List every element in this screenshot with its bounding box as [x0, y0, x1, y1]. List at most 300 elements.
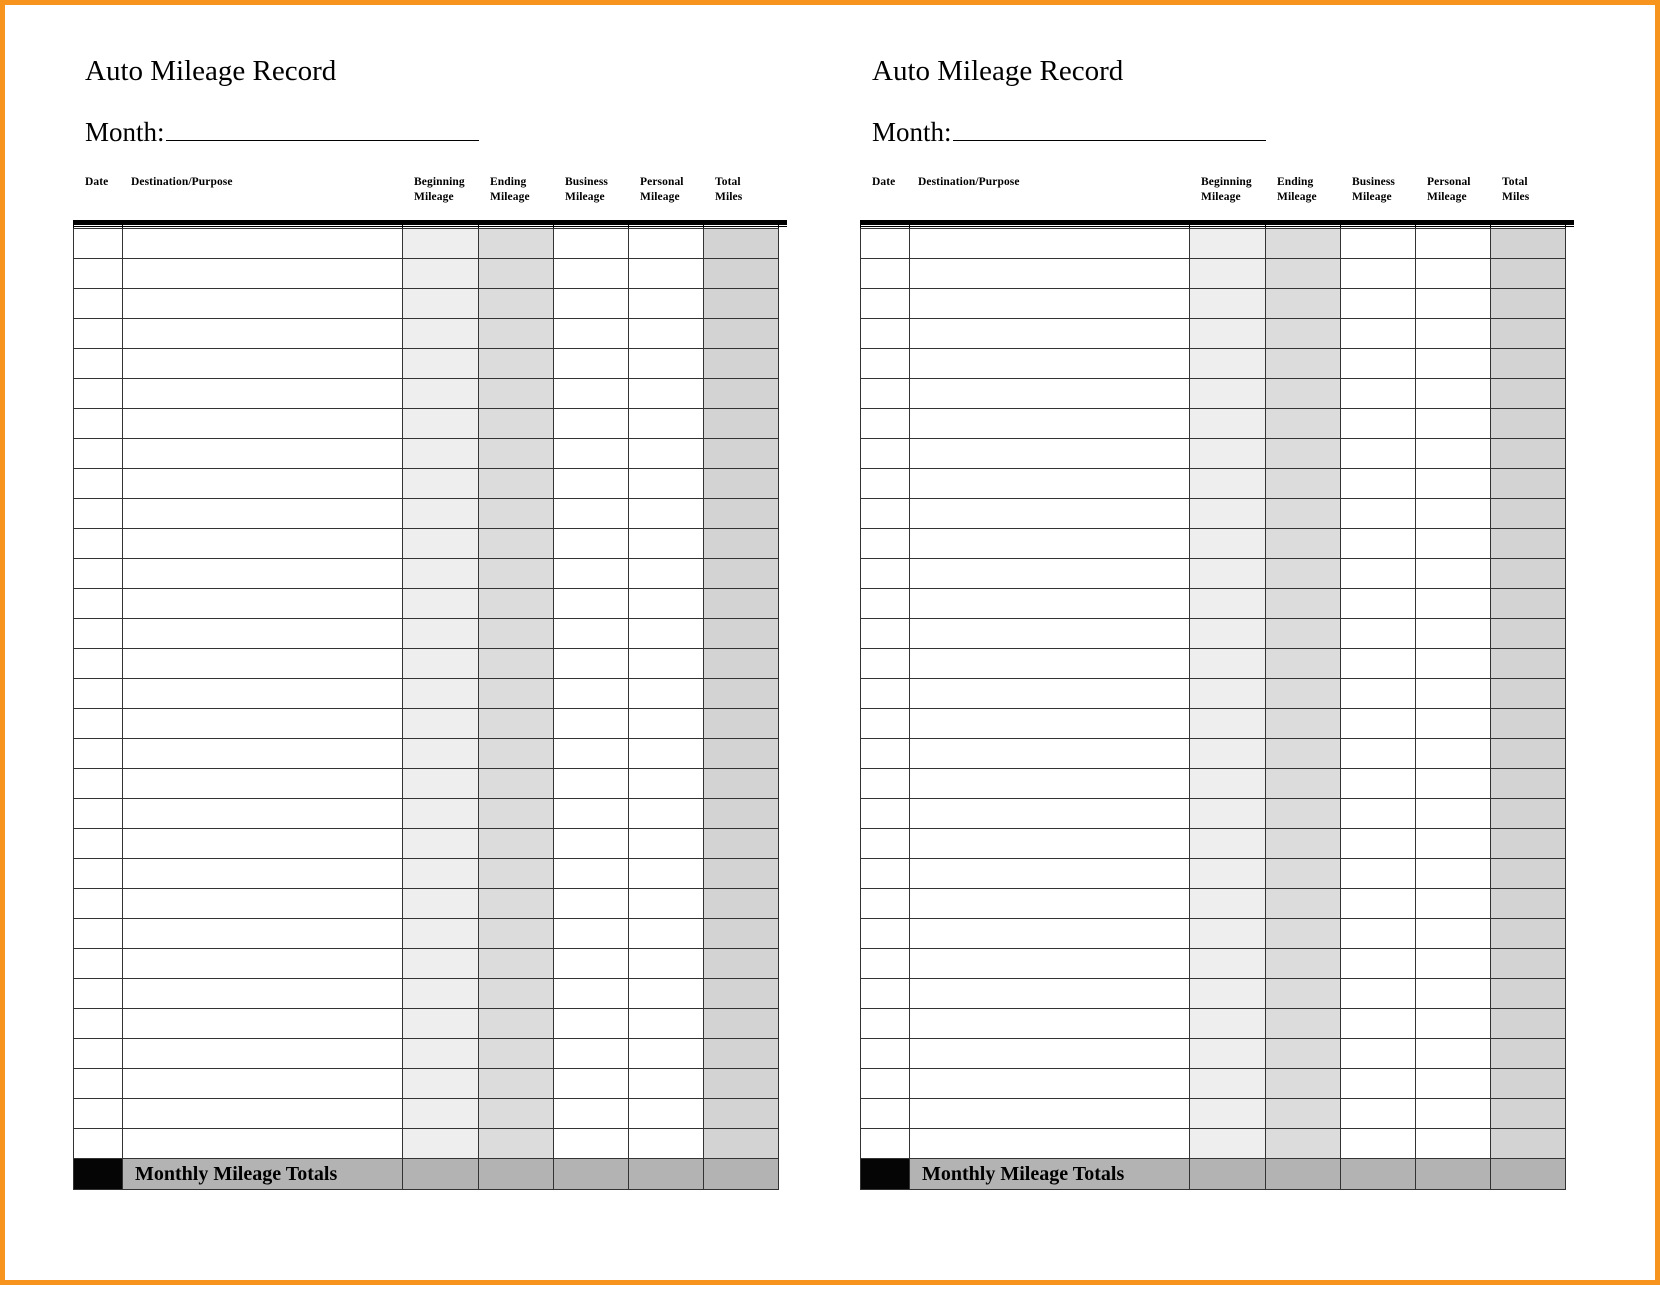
- totals-ending-cell[interactable]: [1266, 1159, 1341, 1190]
- ending-mileage-cell[interactable]: [479, 469, 554, 499]
- business-mileage-cell[interactable]: [1341, 649, 1416, 679]
- beginning-mileage-cell[interactable]: [403, 679, 479, 709]
- business-mileage-cell[interactable]: [554, 799, 629, 829]
- beginning-mileage-cell[interactable]: [1190, 799, 1266, 829]
- business-mileage-cell[interactable]: [1341, 1129, 1416, 1159]
- date-cell[interactable]: [74, 289, 123, 319]
- business-mileage-cell[interactable]: [554, 499, 629, 529]
- beginning-mileage-cell[interactable]: [1190, 289, 1266, 319]
- business-mileage-cell[interactable]: [1341, 529, 1416, 559]
- total-miles-cell[interactable]: [1491, 1009, 1566, 1039]
- business-mileage-cell[interactable]: [1341, 1069, 1416, 1099]
- destination-cell[interactable]: [123, 769, 403, 799]
- date-cell[interactable]: [74, 589, 123, 619]
- ending-mileage-cell[interactable]: [479, 649, 554, 679]
- total-miles-cell[interactable]: [704, 289, 779, 319]
- destination-cell[interactable]: [910, 709, 1190, 739]
- date-cell[interactable]: [74, 889, 123, 919]
- destination-cell[interactable]: [910, 649, 1190, 679]
- destination-cell[interactable]: [123, 979, 403, 1009]
- ending-mileage-cell[interactable]: [1266, 799, 1341, 829]
- ending-mileage-cell[interactable]: [1266, 949, 1341, 979]
- month-blank-line[interactable]: [953, 114, 1266, 141]
- total-miles-cell[interactable]: [704, 679, 779, 709]
- business-mileage-cell[interactable]: [1341, 559, 1416, 589]
- ending-mileage-cell[interactable]: [479, 919, 554, 949]
- personal-mileage-cell[interactable]: [1416, 409, 1491, 439]
- ending-mileage-cell[interactable]: [479, 739, 554, 769]
- ending-mileage-cell[interactable]: [479, 619, 554, 649]
- date-cell[interactable]: [74, 259, 123, 289]
- personal-mileage-cell[interactable]: [1416, 589, 1491, 619]
- personal-mileage-cell[interactable]: [1416, 1009, 1491, 1039]
- date-cell[interactable]: [74, 319, 123, 349]
- business-mileage-cell[interactable]: [554, 1099, 629, 1129]
- personal-mileage-cell[interactable]: [629, 349, 704, 379]
- beginning-mileage-cell[interactable]: [403, 919, 479, 949]
- business-mileage-cell[interactable]: [554, 649, 629, 679]
- business-mileage-cell[interactable]: [554, 679, 629, 709]
- total-miles-cell[interactable]: [704, 979, 779, 1009]
- date-cell[interactable]: [74, 409, 123, 439]
- total-miles-cell[interactable]: [1491, 319, 1566, 349]
- date-cell[interactable]: [74, 1039, 123, 1069]
- ending-mileage-cell[interactable]: [479, 559, 554, 589]
- ending-mileage-cell[interactable]: [1266, 499, 1341, 529]
- date-cell[interactable]: [861, 859, 910, 889]
- destination-cell[interactable]: [123, 469, 403, 499]
- beginning-mileage-cell[interactable]: [1190, 559, 1266, 589]
- total-miles-cell[interactable]: [1491, 349, 1566, 379]
- personal-mileage-cell[interactable]: [629, 289, 704, 319]
- total-miles-cell[interactable]: [1491, 919, 1566, 949]
- date-cell[interactable]: [74, 529, 123, 559]
- business-mileage-cell[interactable]: [554, 859, 629, 889]
- destination-cell[interactable]: [123, 799, 403, 829]
- beginning-mileage-cell[interactable]: [1190, 919, 1266, 949]
- beginning-mileage-cell[interactable]: [1190, 1129, 1266, 1159]
- business-mileage-cell[interactable]: [554, 979, 629, 1009]
- destination-cell[interactable]: [123, 1039, 403, 1069]
- ending-mileage-cell[interactable]: [479, 829, 554, 859]
- ending-mileage-cell[interactable]: [1266, 1099, 1341, 1129]
- beginning-mileage-cell[interactable]: [1190, 1009, 1266, 1039]
- destination-cell[interactable]: [910, 619, 1190, 649]
- beginning-mileage-cell[interactable]: [403, 799, 479, 829]
- total-miles-cell[interactable]: [704, 259, 779, 289]
- business-mileage-cell[interactable]: [554, 949, 629, 979]
- beginning-mileage-cell[interactable]: [1190, 319, 1266, 349]
- beginning-mileage-cell[interactable]: [403, 289, 479, 319]
- ending-mileage-cell[interactable]: [1266, 1009, 1341, 1039]
- total-miles-cell[interactable]: [704, 799, 779, 829]
- ending-mileage-cell[interactable]: [479, 439, 554, 469]
- total-miles-cell[interactable]: [1491, 649, 1566, 679]
- totals-personal-cell[interactable]: [1416, 1159, 1491, 1190]
- business-mileage-cell[interactable]: [554, 1129, 629, 1159]
- business-mileage-cell[interactable]: [554, 919, 629, 949]
- date-cell[interactable]: [74, 979, 123, 1009]
- business-mileage-cell[interactable]: [554, 229, 629, 259]
- destination-cell[interactable]: [123, 859, 403, 889]
- ending-mileage-cell[interactable]: [479, 1039, 554, 1069]
- personal-mileage-cell[interactable]: [629, 889, 704, 919]
- date-cell[interactable]: [74, 859, 123, 889]
- ending-mileage-cell[interactable]: [1266, 379, 1341, 409]
- personal-mileage-cell[interactable]: [629, 559, 704, 589]
- totals-business-cell[interactable]: [1341, 1159, 1416, 1190]
- ending-mileage-cell[interactable]: [479, 349, 554, 379]
- total-miles-cell[interactable]: [704, 409, 779, 439]
- personal-mileage-cell[interactable]: [1416, 319, 1491, 349]
- ending-mileage-cell[interactable]: [1266, 769, 1341, 799]
- beginning-mileage-cell[interactable]: [1190, 979, 1266, 1009]
- personal-mileage-cell[interactable]: [1416, 1039, 1491, 1069]
- total-miles-cell[interactable]: [1491, 559, 1566, 589]
- total-miles-cell[interactable]: [704, 1039, 779, 1069]
- personal-mileage-cell[interactable]: [1416, 1069, 1491, 1099]
- destination-cell[interactable]: [910, 229, 1190, 259]
- beginning-mileage-cell[interactable]: [1190, 829, 1266, 859]
- ending-mileage-cell[interactable]: [479, 379, 554, 409]
- business-mileage-cell[interactable]: [1341, 859, 1416, 889]
- total-miles-cell[interactable]: [704, 1129, 779, 1159]
- destination-cell[interactable]: [123, 649, 403, 679]
- total-miles-cell[interactable]: [704, 769, 779, 799]
- personal-mileage-cell[interactable]: [629, 1129, 704, 1159]
- date-cell[interactable]: [74, 949, 123, 979]
- ending-mileage-cell[interactable]: [479, 769, 554, 799]
- personal-mileage-cell[interactable]: [629, 859, 704, 889]
- total-miles-cell[interactable]: [1491, 469, 1566, 499]
- destination-cell[interactable]: [123, 529, 403, 559]
- ending-mileage-cell[interactable]: [479, 229, 554, 259]
- date-cell[interactable]: [74, 1069, 123, 1099]
- ending-mileage-cell[interactable]: [1266, 859, 1341, 889]
- totals-total-cell[interactable]: [704, 1159, 779, 1190]
- beginning-mileage-cell[interactable]: [403, 259, 479, 289]
- destination-cell[interactable]: [123, 379, 403, 409]
- total-miles-cell[interactable]: [1491, 679, 1566, 709]
- total-miles-cell[interactable]: [1491, 859, 1566, 889]
- beginning-mileage-cell[interactable]: [403, 619, 479, 649]
- total-miles-cell[interactable]: [704, 349, 779, 379]
- personal-mileage-cell[interactable]: [1416, 289, 1491, 319]
- totals-ending-cell[interactable]: [479, 1159, 554, 1190]
- beginning-mileage-cell[interactable]: [1190, 589, 1266, 619]
- beginning-mileage-cell[interactable]: [403, 319, 479, 349]
- date-cell[interactable]: [861, 379, 910, 409]
- beginning-mileage-cell[interactable]: [403, 469, 479, 499]
- personal-mileage-cell[interactable]: [1416, 1099, 1491, 1129]
- destination-cell[interactable]: [123, 559, 403, 589]
- date-cell[interactable]: [861, 529, 910, 559]
- date-cell[interactable]: [74, 439, 123, 469]
- destination-cell[interactable]: [123, 889, 403, 919]
- business-mileage-cell[interactable]: [1341, 409, 1416, 439]
- personal-mileage-cell[interactable]: [1416, 469, 1491, 499]
- personal-mileage-cell[interactable]: [629, 919, 704, 949]
- total-miles-cell[interactable]: [1491, 709, 1566, 739]
- business-mileage-cell[interactable]: [1341, 949, 1416, 979]
- date-cell[interactable]: [74, 1009, 123, 1039]
- date-cell[interactable]: [861, 559, 910, 589]
- beginning-mileage-cell[interactable]: [403, 649, 479, 679]
- destination-cell[interactable]: [123, 619, 403, 649]
- business-mileage-cell[interactable]: [1341, 259, 1416, 289]
- business-mileage-cell[interactable]: [1341, 379, 1416, 409]
- beginning-mileage-cell[interactable]: [403, 1069, 479, 1099]
- personal-mileage-cell[interactable]: [1416, 769, 1491, 799]
- date-cell[interactable]: [861, 229, 910, 259]
- destination-cell[interactable]: [910, 769, 1190, 799]
- personal-mileage-cell[interactable]: [1416, 979, 1491, 1009]
- beginning-mileage-cell[interactable]: [403, 889, 479, 919]
- total-miles-cell[interactable]: [704, 919, 779, 949]
- destination-cell[interactable]: [123, 1099, 403, 1129]
- total-miles-cell[interactable]: [704, 1069, 779, 1099]
- business-mileage-cell[interactable]: [1341, 769, 1416, 799]
- date-cell[interactable]: [74, 649, 123, 679]
- ending-mileage-cell[interactable]: [479, 1099, 554, 1129]
- personal-mileage-cell[interactable]: [1416, 799, 1491, 829]
- total-miles-cell[interactable]: [704, 439, 779, 469]
- business-mileage-cell[interactable]: [554, 619, 629, 649]
- business-mileage-cell[interactable]: [554, 559, 629, 589]
- total-miles-cell[interactable]: [704, 619, 779, 649]
- ending-mileage-cell[interactable]: [479, 409, 554, 439]
- business-mileage-cell[interactable]: [554, 829, 629, 859]
- total-miles-cell[interactable]: [1491, 829, 1566, 859]
- date-cell[interactable]: [74, 349, 123, 379]
- date-cell[interactable]: [861, 1009, 910, 1039]
- personal-mileage-cell[interactable]: [1416, 1129, 1491, 1159]
- personal-mileage-cell[interactable]: [629, 649, 704, 679]
- ending-mileage-cell[interactable]: [479, 679, 554, 709]
- destination-cell[interactable]: [910, 589, 1190, 619]
- date-cell[interactable]: [861, 979, 910, 1009]
- destination-cell[interactable]: [910, 1069, 1190, 1099]
- beginning-mileage-cell[interactable]: [403, 229, 479, 259]
- ending-mileage-cell[interactable]: [1266, 619, 1341, 649]
- ending-mileage-cell[interactable]: [1266, 919, 1341, 949]
- beginning-mileage-cell[interactable]: [1190, 499, 1266, 529]
- business-mileage-cell[interactable]: [554, 319, 629, 349]
- destination-cell[interactable]: [910, 499, 1190, 529]
- personal-mileage-cell[interactable]: [629, 409, 704, 439]
- ending-mileage-cell[interactable]: [1266, 1069, 1341, 1099]
- destination-cell[interactable]: [910, 739, 1190, 769]
- business-mileage-cell[interactable]: [1341, 1039, 1416, 1069]
- ending-mileage-cell[interactable]: [1266, 349, 1341, 379]
- destination-cell[interactable]: [123, 1129, 403, 1159]
- beginning-mileage-cell[interactable]: [403, 1129, 479, 1159]
- business-mileage-cell[interactable]: [554, 439, 629, 469]
- date-cell[interactable]: [861, 649, 910, 679]
- ending-mileage-cell[interactable]: [1266, 229, 1341, 259]
- date-cell[interactable]: [74, 469, 123, 499]
- date-cell[interactable]: [74, 229, 123, 259]
- personal-mileage-cell[interactable]: [629, 619, 704, 649]
- business-mileage-cell[interactable]: [1341, 499, 1416, 529]
- personal-mileage-cell[interactable]: [629, 769, 704, 799]
- personal-mileage-cell[interactable]: [1416, 949, 1491, 979]
- business-mileage-cell[interactable]: [1341, 619, 1416, 649]
- beginning-mileage-cell[interactable]: [1190, 649, 1266, 679]
- date-cell[interactable]: [861, 349, 910, 379]
- business-mileage-cell[interactable]: [554, 289, 629, 319]
- ending-mileage-cell[interactable]: [1266, 289, 1341, 319]
- ending-mileage-cell[interactable]: [479, 979, 554, 1009]
- beginning-mileage-cell[interactable]: [1190, 889, 1266, 919]
- personal-mileage-cell[interactable]: [1416, 229, 1491, 259]
- personal-mileage-cell[interactable]: [1416, 829, 1491, 859]
- total-miles-cell[interactable]: [1491, 379, 1566, 409]
- personal-mileage-cell[interactable]: [1416, 349, 1491, 379]
- ending-mileage-cell[interactable]: [479, 949, 554, 979]
- business-mileage-cell[interactable]: [554, 379, 629, 409]
- business-mileage-cell[interactable]: [554, 769, 629, 799]
- personal-mileage-cell[interactable]: [629, 709, 704, 739]
- ending-mileage-cell[interactable]: [479, 1069, 554, 1099]
- personal-mileage-cell[interactable]: [629, 379, 704, 409]
- total-miles-cell[interactable]: [1491, 1039, 1566, 1069]
- ending-mileage-cell[interactable]: [1266, 709, 1341, 739]
- beginning-mileage-cell[interactable]: [403, 829, 479, 859]
- ending-mileage-cell[interactable]: [479, 709, 554, 739]
- business-mileage-cell[interactable]: [1341, 829, 1416, 859]
- business-mileage-cell[interactable]: [1341, 1099, 1416, 1129]
- total-miles-cell[interactable]: [1491, 889, 1566, 919]
- personal-mileage-cell[interactable]: [1416, 619, 1491, 649]
- beginning-mileage-cell[interactable]: [403, 949, 479, 979]
- ending-mileage-cell[interactable]: [479, 529, 554, 559]
- destination-cell[interactable]: [910, 889, 1190, 919]
- ending-mileage-cell[interactable]: [1266, 529, 1341, 559]
- total-miles-cell[interactable]: [704, 499, 779, 529]
- personal-mileage-cell[interactable]: [629, 1009, 704, 1039]
- date-cell[interactable]: [861, 799, 910, 829]
- date-cell[interactable]: [74, 799, 123, 829]
- total-miles-cell[interactable]: [1491, 259, 1566, 289]
- beginning-mileage-cell[interactable]: [403, 1099, 479, 1129]
- business-mileage-cell[interactable]: [554, 259, 629, 289]
- total-miles-cell[interactable]: [704, 949, 779, 979]
- business-mileage-cell[interactable]: [1341, 229, 1416, 259]
- date-cell[interactable]: [74, 1129, 123, 1159]
- beginning-mileage-cell[interactable]: [1190, 679, 1266, 709]
- business-mileage-cell[interactable]: [1341, 349, 1416, 379]
- destination-cell[interactable]: [123, 349, 403, 379]
- total-miles-cell[interactable]: [1491, 409, 1566, 439]
- ending-mileage-cell[interactable]: [479, 889, 554, 919]
- total-miles-cell[interactable]: [1491, 439, 1566, 469]
- personal-mileage-cell[interactable]: [629, 499, 704, 529]
- date-cell[interactable]: [861, 469, 910, 499]
- total-miles-cell[interactable]: [704, 889, 779, 919]
- ending-mileage-cell[interactable]: [479, 259, 554, 289]
- totals-beginning-cell[interactable]: [1190, 1159, 1266, 1190]
- ending-mileage-cell[interactable]: [479, 1009, 554, 1039]
- beginning-mileage-cell[interactable]: [1190, 229, 1266, 259]
- totals-personal-cell[interactable]: [629, 1159, 704, 1190]
- date-cell[interactable]: [861, 319, 910, 349]
- beginning-mileage-cell[interactable]: [403, 379, 479, 409]
- date-cell[interactable]: [861, 1129, 910, 1159]
- personal-mileage-cell[interactable]: [629, 439, 704, 469]
- date-cell[interactable]: [861, 1099, 910, 1129]
- beginning-mileage-cell[interactable]: [1190, 409, 1266, 439]
- beginning-mileage-cell[interactable]: [403, 709, 479, 739]
- business-mileage-cell[interactable]: [1341, 289, 1416, 319]
- business-mileage-cell[interactable]: [554, 469, 629, 499]
- total-miles-cell[interactable]: [1491, 1099, 1566, 1129]
- ending-mileage-cell[interactable]: [1266, 649, 1341, 679]
- destination-cell[interactable]: [123, 1069, 403, 1099]
- total-miles-cell[interactable]: [704, 559, 779, 589]
- destination-cell[interactable]: [910, 829, 1190, 859]
- business-mileage-cell[interactable]: [554, 739, 629, 769]
- date-cell[interactable]: [861, 829, 910, 859]
- total-miles-cell[interactable]: [704, 1099, 779, 1129]
- total-miles-cell[interactable]: [704, 709, 779, 739]
- business-mileage-cell[interactable]: [554, 1039, 629, 1069]
- total-miles-cell[interactable]: [1491, 1069, 1566, 1099]
- destination-cell[interactable]: [910, 799, 1190, 829]
- personal-mileage-cell[interactable]: [1416, 379, 1491, 409]
- beginning-mileage-cell[interactable]: [403, 439, 479, 469]
- date-cell[interactable]: [861, 919, 910, 949]
- ending-mileage-cell[interactable]: [479, 589, 554, 619]
- ending-mileage-cell[interactable]: [479, 859, 554, 889]
- date-cell[interactable]: [861, 499, 910, 529]
- total-miles-cell[interactable]: [704, 379, 779, 409]
- destination-cell[interactable]: [910, 289, 1190, 319]
- ending-mileage-cell[interactable]: [479, 499, 554, 529]
- date-cell[interactable]: [861, 439, 910, 469]
- beginning-mileage-cell[interactable]: [403, 739, 479, 769]
- ending-mileage-cell[interactable]: [1266, 679, 1341, 709]
- date-cell[interactable]: [74, 559, 123, 589]
- personal-mileage-cell[interactable]: [629, 1069, 704, 1099]
- beginning-mileage-cell[interactable]: [403, 769, 479, 799]
- business-mileage-cell[interactable]: [1341, 1009, 1416, 1039]
- total-miles-cell[interactable]: [1491, 619, 1566, 649]
- date-cell[interactable]: [74, 1099, 123, 1129]
- beginning-mileage-cell[interactable]: [403, 859, 479, 889]
- destination-cell[interactable]: [910, 379, 1190, 409]
- beginning-mileage-cell[interactable]: [1190, 1039, 1266, 1069]
- ending-mileage-cell[interactable]: [1266, 409, 1341, 439]
- date-cell[interactable]: [861, 679, 910, 709]
- total-miles-cell[interactable]: [704, 469, 779, 499]
- personal-mileage-cell[interactable]: [629, 979, 704, 1009]
- total-miles-cell[interactable]: [704, 319, 779, 349]
- beginning-mileage-cell[interactable]: [1190, 529, 1266, 559]
- date-cell[interactable]: [861, 889, 910, 919]
- destination-cell[interactable]: [910, 949, 1190, 979]
- personal-mileage-cell[interactable]: [629, 1039, 704, 1069]
- personal-mileage-cell[interactable]: [629, 1099, 704, 1129]
- destination-cell[interactable]: [123, 709, 403, 739]
- ending-mileage-cell[interactable]: [479, 289, 554, 319]
- personal-mileage-cell[interactable]: [629, 949, 704, 979]
- personal-mileage-cell[interactable]: [629, 799, 704, 829]
- ending-mileage-cell[interactable]: [1266, 259, 1341, 289]
- total-miles-cell[interactable]: [704, 229, 779, 259]
- date-cell[interactable]: [74, 709, 123, 739]
- beginning-mileage-cell[interactable]: [1190, 439, 1266, 469]
